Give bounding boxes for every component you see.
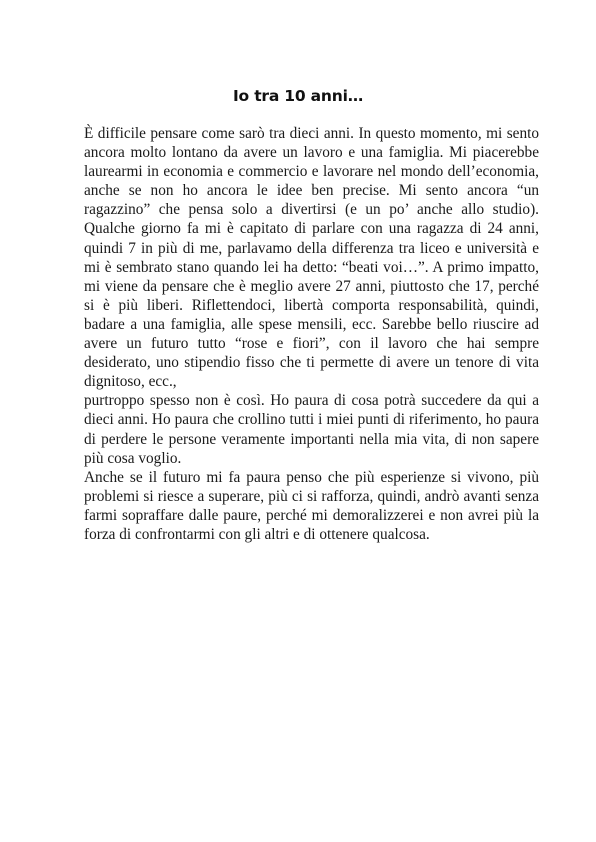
document-body [84, 124, 539, 544]
document-title: Io tra 10 anni… [232, 87, 364, 105]
paragraph: È difficile pensare come sarò tra dieci anni. In questo momento, mi sento ancora molto lontano da avere un lavoro e una famiglia. Mi piacerebbe laurearmi in economia e commercio e lavorare nel mondo dell’economia, anche se non ho ancora le idee ben precise. Mi sento ancora “un ragazzino” che pensa solo a divertirsi (e un po’ anche allo studio). Qualche giorno fa mi è capitato di parlare con una ragazza di 24 anni, quindi 7 in più di me, parlavamo della differenza tra liceo e università e mi è sembrato stano quando lei ha detto: “beati voi…”. A primo impatto, mi viene da pensare che è meglio avere 27 anni, piuttosto che 17, perché si è più liberi. Riflettendoci, libertà comporta responsabilità, quindi, badare a una famiglia, alle spese mensili, ecc. Sarebbe bello riuscire ad avere un futuro tutto “rose e fiori”, con il lavoro che hai sempre desiderato, uno stipendio fisso che ti permette di avere un tenore di vita dignitoso, ecc., [84, 125, 539, 391]
paragraph: purtroppo spesso non è così. Ho paura di cosa potrà succedere da qui a dieci anni. Ho paura che crollino tutti i miei punti di riferimento, ho paura di perdere le persone veramente importanti nella mia vita, di non sapere più cosa voglio. [84, 392, 539, 467]
paragraph: Anche se il futuro mi fa paura penso che più esperienze si vivono, più problemi si riesce a superare, più ci si rafforza, quindi, andrò avanti senza farmi sopraffare dalle paure, perché mi demoralizzerei e non avrei più la forza di confrontarmi con gli altri e di ottenere qualcosa. [84, 468, 539, 543]
